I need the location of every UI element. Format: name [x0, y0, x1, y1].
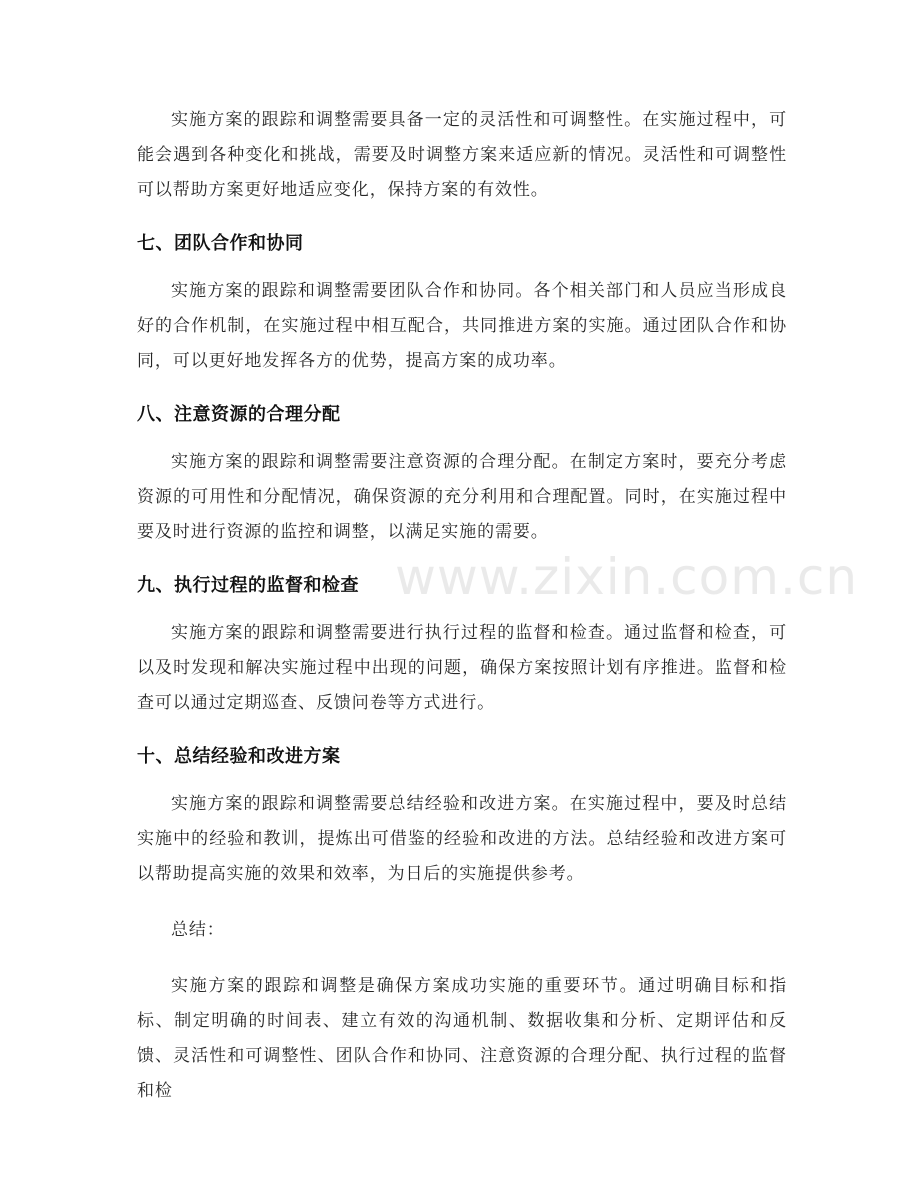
watermark-text: www.zixin.com.cn	[395, 548, 859, 606]
heading-resources: 八、注意资源的合理分配	[137, 404, 341, 425]
paragraph-teamwork: 实施方案的跟踪和调整需要团队合作和协同。各个相关部门和人员应当形成良好的合作机制，在实施过程中相互配合，共同推进方案的实施。通过团队合作和协同，可以更好地发挥各方的优势，提高方案的成功率。	[137, 281, 787, 371]
document-body	[137, 103, 787, 1109]
paragraph-flexibility: 实施方案的跟踪和调整需要具备一定的灵活性和可调整性。在实施过程中，可能会遇到各种变化和挑战，需要及时调整方案来适应新的情况。灵活性和可调整性可以帮助方案更好地适应变化，保持方案的有效性。	[137, 110, 787, 200]
heading-supervision: 九、执行过程的监督和检查	[137, 575, 359, 596]
paragraph-summary: 实施方案的跟踪和调整是确保方案成功实施的重要环节。通过明确目标和指标、制定明确的时间表、建立有效的沟通机制、数据收集和分析、定期评估和反馈、灵活性和可调整性、团队合作和协同、注意资源的合理分配、执行过程的监督和检	[137, 976, 787, 1101]
heading-teamwork: 七、团队合作和协同	[137, 233, 304, 254]
heading-summary-improve: 十、总结经验和改进方案	[137, 746, 341, 767]
paragraph-summary-improve: 实施方案的跟踪和调整需要总结经验和改进方案。在实施过程中，要及时总结实施中的经验和教训，提炼出可借鉴的经验和改进的方法。总结经验和改进方案可以帮助提高实施的效果和效率，为日后的实施提供参考。	[137, 794, 787, 884]
paragraph-supervision: 实施方案的跟踪和调整需要进行执行过程的监督和检查。通过监督和检查，可以及时发现和解决实施过程中出现的问题，确保方案按照计划有序推进。监督和检查可以通过定期巡查、反馈问卷等方式进行。	[137, 623, 787, 713]
paragraph-resources: 实施方案的跟踪和调整需要注意资源的合理分配。在制定方案时，要充分考虑资源的可用性和分配情况，确保资源的充分利用和合理配置。同时，在实施过程中要及时进行资源的监控和调整，以满足实施的需要。	[137, 452, 787, 542]
summary-label: 总结：	[171, 920, 225, 940]
